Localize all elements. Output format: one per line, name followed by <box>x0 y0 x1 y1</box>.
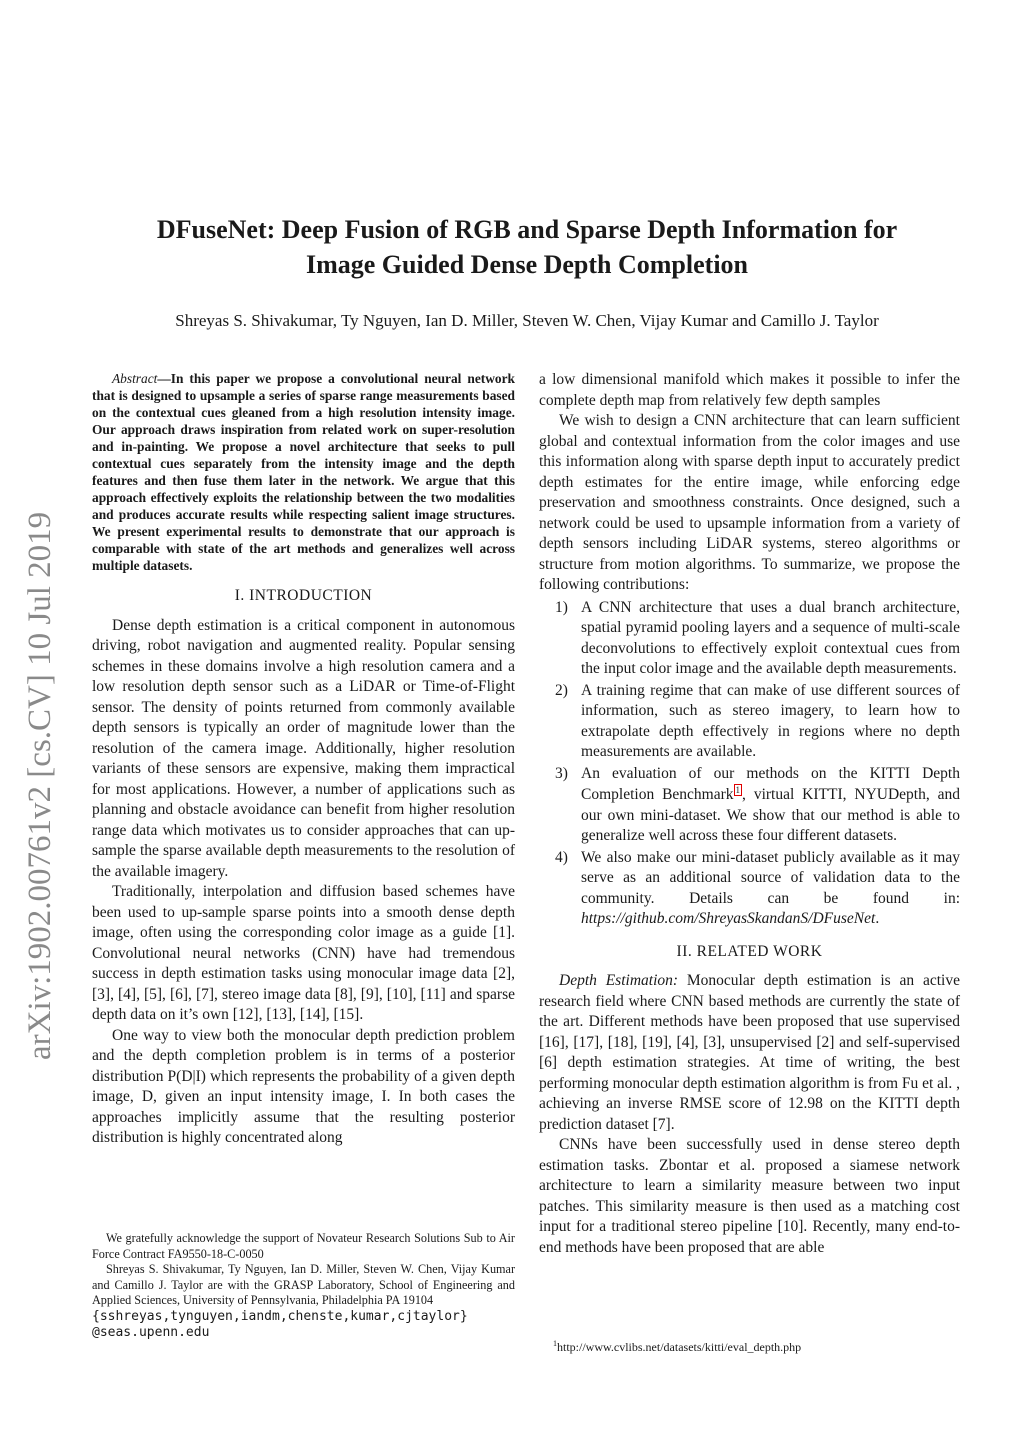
contribution-number: 4) <box>555 848 568 866</box>
contribution-item <box>539 848 960 930</box>
footnote-1 <box>553 1339 801 1355</box>
related-lead: Depth Estimation: <box>559 972 679 990</box>
footnote-link-1[interactable]: 1 <box>735 785 741 795</box>
contribution-text: An evaluation of our methods on the KITTI Depth Completion Benchmark <box>581 764 960 804</box>
github-url: https://github.com/ShreyasSkandanS/DFuseNet <box>581 910 876 928</box>
contribution-item <box>539 764 960 847</box>
abstract <box>92 370 515 574</box>
contribution-item <box>539 681 960 763</box>
intro-paragraph-1: Dense depth estimation is a critical component in autonomous driving, robot navigation and augmented reality. Popular sensing schemes in these domains involve a high resolution camera and a low resolution depth sensor such as a LiDAR or Time-of-Flight sensor. The density of points returned from commonly available depth sensors is typically an order of magnitude lower than the resolution of the camera image. Additionally, higher resolution variants of these sensors are expensive, making them impractical for most applications. However, a number of applications such as planning and obstacle avoidance can benefit from higher resolution range data which motivates us to consider approaches that can up-sample the sparse available depth measurements to the resolution of the available imagery. <box>92 616 515 880</box>
title-line-1: DFuseNet: Deep Fusion of RGB and Sparse Depth Information for <box>156 215 898 244</box>
paper-title <box>80 212 974 282</box>
footnote-support: We gratefully acknowledge the support of Novateur Research Solutions Sub to Air Force Contract FA9550-18-C-0050 <box>92 1231 515 1261</box>
contribution-text: We also make our mini-dataset publicly available as it may serve as an additional source of validation data to the community. Details can be found in: <box>581 848 960 907</box>
abstract-dash: — <box>157 371 171 386</box>
related-paragraph-1 <box>539 971 960 1135</box>
title-line-2: Image Guided Dense Depth Completion <box>305 250 748 279</box>
footnotes-left <box>92 1231 515 1341</box>
footnote-email-domain: @seas.upenn.edu <box>92 1324 210 1340</box>
related-paragraph-2: CNNs have been successfully used in dense stereo depth estimation tasks. Zbontar et al. proposed a siamese network architecture to learn a similarity measure between two input patches. This similarity measure is then used as a matching cost input for a traditional stereo pipeline [10]. Recently, many end-to-end methods have been proposed that are able <box>539 1136 960 1256</box>
abstract-text: In this paper we propose a convolutional neural network that is designed to upsample a series of sparse range measurements based on the contextual cues gleaned from a high resolution intensity image. Our approach draws inspiration from related work on super-resolution and in-painting. We propose a novel architecture that seeks to pull contextual cues separately from the intensity image and the depth features and then fuse them later in the network. We argue that this approach effectively exploits the relationship between the two modalities and produces accurate results while respecting salient image structures. We present experimental results to demonstrate that our approach is comparable with state of the art methods and generalizes well across multiple datasets. <box>92 371 515 573</box>
contribution-text: A CNN architecture that uses a dual branch architecture, spatial pyramid pooling layers and a sequence of multi-scale deconvolutions to effectively exploit contextual cues from the input color image and the available depth measurements. <box>581 598 960 677</box>
author-list: Shreyas S. Shivakumar, Ty Nguyen, Ian D. Miller, Steven W. Chen, Vijay Kumar and Camillo J. Taylor <box>175 311 879 330</box>
contribution-number: 3) <box>555 764 568 782</box>
intro-paragraph-3-continued: a low dimensional manifold which makes it possible to infer the complete depth map from relatively few depth samples <box>539 371 960 409</box>
intro-paragraph-3: One way to view both the monocular depth prediction problem and the depth completion problem is in terms of a posterior distribution P(D|I) which represents the probability of a given depth image, D, given an input intensity image, I. In both cases the approaches implicitly assume that the resulting posterior distribution is highly concentrated along <box>92 1026 515 1146</box>
contribution-text-tail: . <box>875 910 880 928</box>
contribution-number: 1) <box>555 598 568 616</box>
left-column <box>92 370 515 1149</box>
footnote-1-url: http://www.cvlibs.net/datasets/kitti/eval_depth.php <box>557 1340 802 1354</box>
related-text-1: Monocular depth estimation is an active research field where CNN based methods are currently the state of the art. Different methods have been proposed that use supervised [16], [17], [18], [19], [4], [3], unsupervised [2] and self-supervised [6] depth estimation strategies. At time of writing, the best performing monocular depth estimation algorithm is from Fu et al. , achieving an inverse RMSE score of 12.98 on the KITTI depth prediction dataset [7]. <box>539 972 960 1133</box>
contribution-list <box>539 598 960 930</box>
footnote-1-mark: 1 <box>553 1339 557 1348</box>
contribution-item <box>539 598 960 680</box>
section-heading-introduction: I. INTRODUCTION <box>234 587 373 604</box>
section-heading-related-work: II. RELATED WORK <box>676 942 823 960</box>
footnote-affiliation: Shreyas S. Shivakumar, Ty Nguyen, Ian D. Miller, Steven W. Chen, Vijay Kumar and Camillo J. Taylor are with the GRASP Laboratory, School of Engineering and Applied Sciences, University of Pennsylvania, Philadelphia PA 19104 <box>92 1262 515 1307</box>
abstract-label: Abstract <box>112 371 158 386</box>
right-column <box>539 370 960 1258</box>
contribution-text-continued: , virtual KITTI, NYUDepth, and our own mini-dataset. We show that our method is able to generalize well across these four different datasets. <box>581 786 961 845</box>
arxiv-stamp: arXiv:1902.00761v2 [cs.CV] 10 Jul 2019 <box>22 511 58 1060</box>
footnote-emails: {sshreyas,tynguyen,iandm,chenste,kumar,cjtaylor} <box>92 1308 468 1324</box>
contribution-text: A training regime that can make of use different sources of information, such as stereo imagery, to learn how to extrapolate depth effectively in regions where no depth measurements are available. <box>581 681 960 760</box>
intro-paragraph-2: Traditionally, interpolation and diffusion based schemes have been used to up-sample sparse points into a smooth dense depth image, often using the corresponding color image as a guide [1]. Convolutional neural networks (CNN) have had tremendous success in depth estimation tasks using monocular image data [2], [3], [4], [5], [6], [7], stereo image data [8], [9], [10], [11] and sparse depth data on it’s own [12], [13], [14], [15]. <box>92 883 515 1023</box>
intro-paragraph-4: We wish to design a CNN architecture that can learn sufficient global and contextual information from the color images and use this information along with sparse depth input to accurately predict depth estimates for the entire image, while enforcing edge preservation and smoothness constraints. Once designed, such a network could be used to upsample information from a variety of depth sensors including LiDAR systems, stereo algorithms or structure from motion algorithms. To summarize, we propose the following contributions: <box>539 412 960 593</box>
contribution-number: 2) <box>555 681 568 699</box>
